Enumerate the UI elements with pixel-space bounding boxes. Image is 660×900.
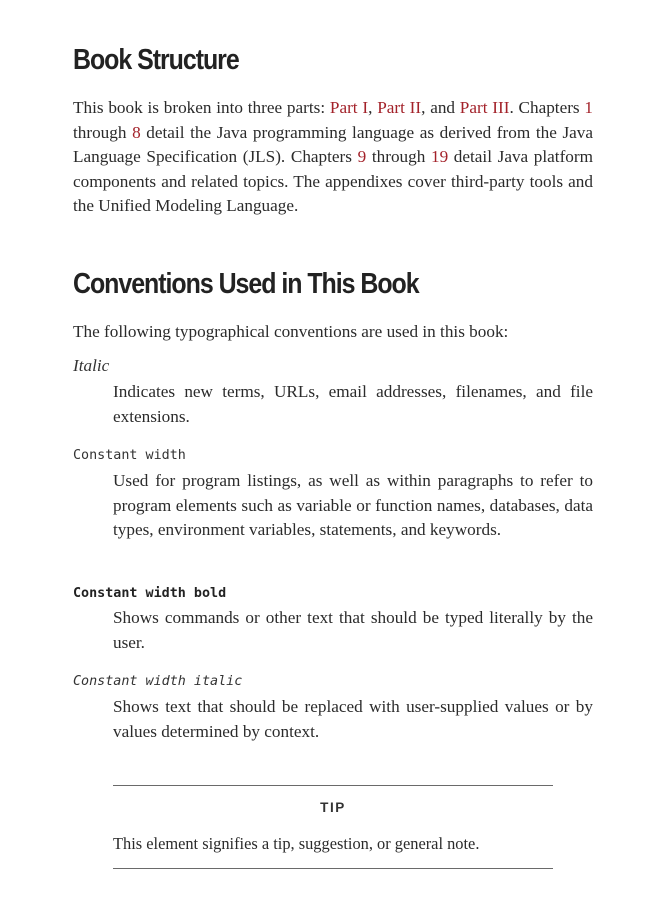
conventions-intro: The following typographical conventions are used in this book: <box>73 322 509 341</box>
text-fragment: through <box>73 122 133 142</box>
text-fragment: , and <box>421 98 460 117</box>
term-italic: Italic <box>73 356 110 375</box>
definition-constant-width-italic: Shows text that should be replaced with user-supplied values or by values determined by context. <box>113 697 593 741</box>
tip-top-rule <box>113 785 553 786</box>
link-chapter-1[interactable]: 1 <box>584 98 593 117</box>
book-structure-paragraph <box>73 96 593 219</box>
link-part-i[interactable]: Part I <box>329 98 369 117</box>
tip-bottom-rule <box>113 868 553 869</box>
term-constant-width: Constant width <box>73 448 186 463</box>
link-part-iii[interactable]: Part III <box>459 98 510 117</box>
text-fragment: detail the Java programming language as derived from the Java Language Specification (JLS). Chapters <box>73 122 593 167</box>
term-constant-width-italic: Constant width italic <box>73 674 243 689</box>
text-fragment: , <box>368 98 378 117</box>
tip-text: This element signifies a tip, suggestion, or general note. <box>113 834 480 853</box>
text-fragment: This book is broken into three parts: <box>73 98 330 117</box>
tip-label: TIP <box>320 800 346 815</box>
link-chapter-19[interactable]: 19 <box>430 147 449 167</box>
heading-book-structure: Book Structure <box>73 44 239 76</box>
text-fragment: . Chapters <box>509 98 585 117</box>
text-fragment: through <box>366 147 431 167</box>
definition-italic: Indicates new terms, URLs, email addresses, filenames, and file extensions. <box>113 382 593 426</box>
definition-constant-width: Used for program listings, as well as within paragraphs to refer to program elements such as variable or function names, databases, data types, environment variables, statements, and keywords. <box>113 471 593 540</box>
term-constant-width-bold: Constant width bold <box>73 586 227 601</box>
text-fragment: detail Java platform components and related topics. The appendixes cover third-party tools and the Unified Modeling Language. <box>73 147 593 216</box>
link-chapter-9[interactable]: 9 <box>357 147 367 167</box>
link-chapter-8[interactable]: 8 <box>132 122 141 142</box>
definition-constant-width-bold: Shows commands or other text that should be typed literally by the user. <box>113 608 593 652</box>
heading-conventions: Conventions Used in This Book <box>73 268 419 300</box>
link-part-ii[interactable]: Part II <box>377 98 422 117</box>
